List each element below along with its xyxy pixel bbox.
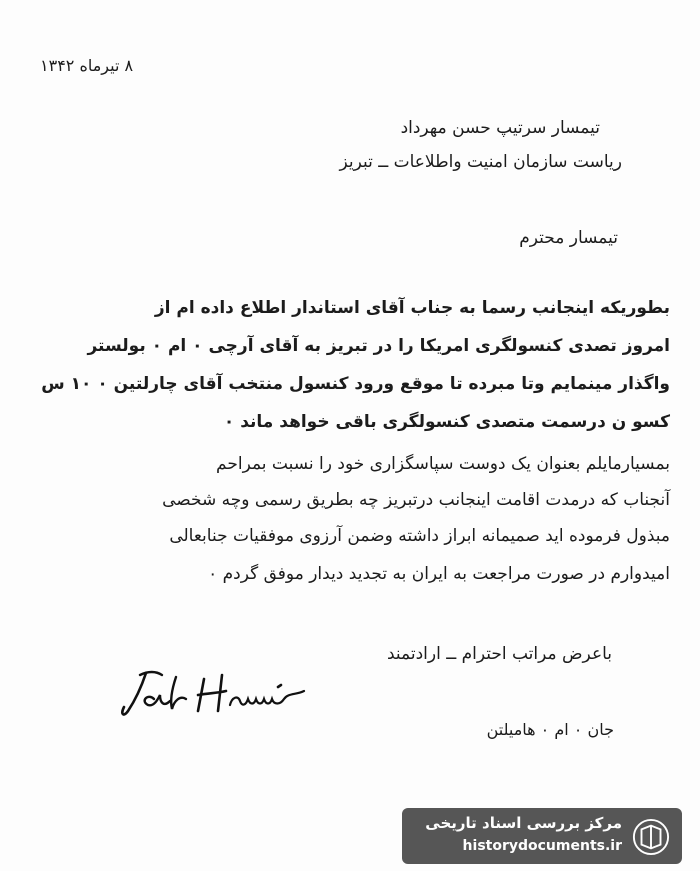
handwritten-signature [118, 665, 318, 725]
paragraph-2-line-4: امیدوارم در صورت مراجعت به ایران به تجدید دیدار موفق گردم ۰ [208, 564, 670, 584]
sender-name: جان ۰ ام ۰ هامیلتن [486, 720, 614, 739]
paragraph-2-line-3: مبذول فرموده اید صمیمانه ابراز داشته وضمن آرزوی موفقیات جنابعالی [169, 526, 670, 546]
paragraph-1-line-3: واگذار مینمایم وتا مبرده تا موقع ورود کنسول منتخب آقای چارلتین ۰ ۱۰ س [41, 374, 670, 394]
paragraph-1-line-4: کسو ن درسمت متصدی کنسولگری باقی خواهد ماند ۰ [223, 412, 670, 432]
paragraph-2-line-2: آنجناب که درمدت اقامت اینجانب درتبریز چه بطریق رسمی وچه شخصی [162, 490, 670, 510]
paragraph-1-line-2: امروز تصدی کنسولگری امریکا را در تبریز به آقای آرچی ۰ ام ۰ بولستر [87, 336, 670, 356]
paragraph-2-line-1: بمسیارمایلم بعنوان یک دوست سپاسگزاری خود را نسبت بمراحم [216, 454, 670, 474]
watermark-url: historydocuments.ir [462, 838, 622, 854]
recipient-name: تیمسار سرتیپ حسن مهرداد [400, 118, 600, 138]
salutation: تیمسار محترم [519, 228, 618, 248]
watermark-title: مرکز بررسی اسناد تاریخی [425, 814, 622, 832]
archive-logo-icon [632, 818, 670, 856]
letter-date: ۸ تیرماه ۱۳۴۲ [40, 56, 134, 75]
archive-watermark [402, 808, 682, 864]
recipient-title: ریاست سازمان امنیت واطلاعات ــ تبریز [339, 152, 622, 172]
paragraph-1-line-1: بطوریکه اینجانب رسما به جناب آقای استاندار اطلاع داده ام از [154, 298, 670, 318]
closing: باعرض مراتب احترام ــ ارادتمند [386, 644, 612, 664]
